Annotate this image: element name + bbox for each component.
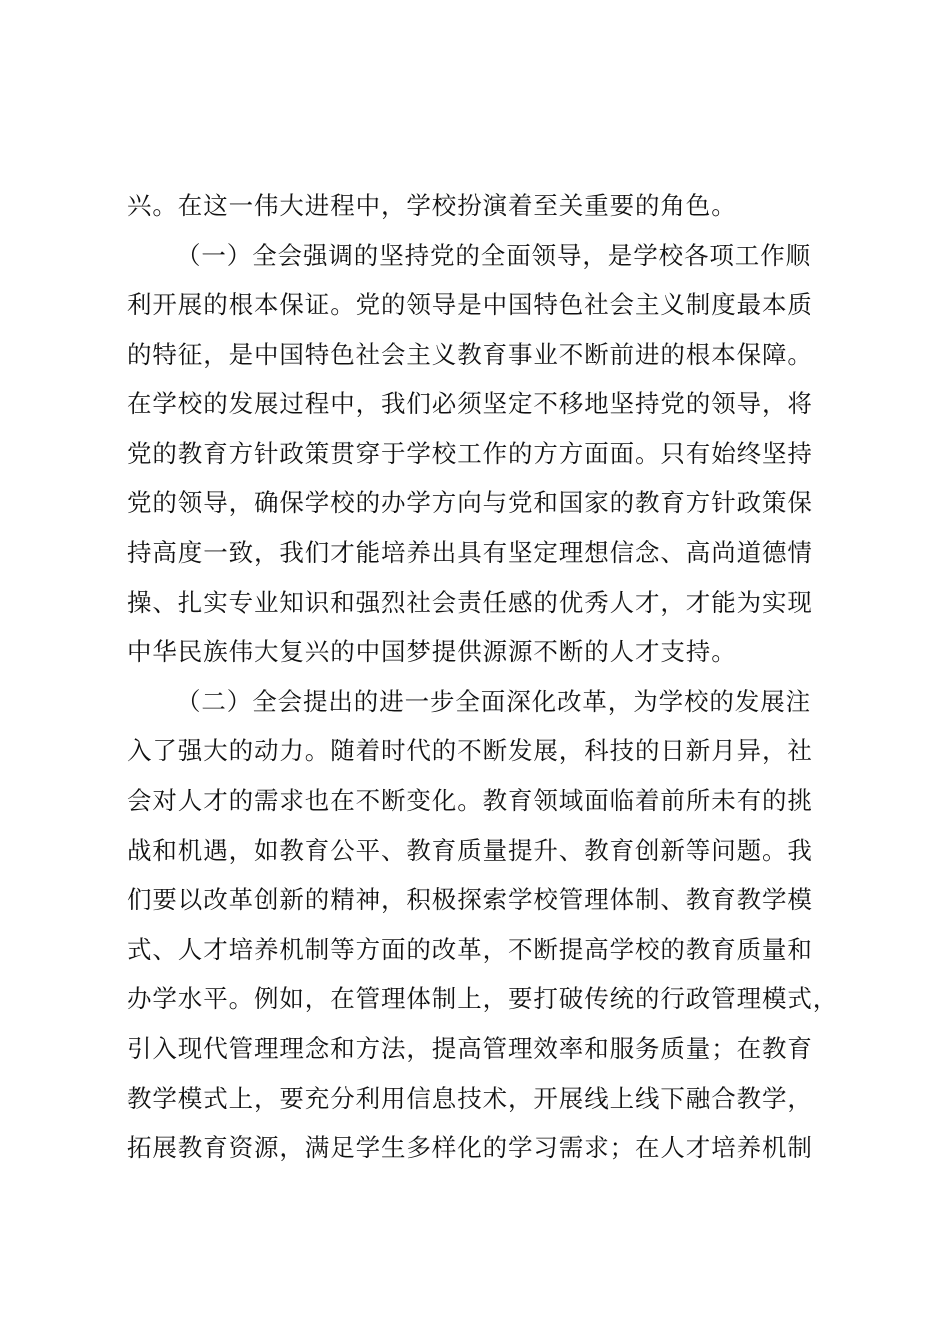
text-line: 中华民族伟大复兴的中国梦提供源源不断的人才支持。 — [127, 637, 737, 666]
text-line: 操、扎实专业知识和强烈社会责任感的优秀人才，才能为实现 — [127, 588, 813, 617]
text-line: 在学校的发展过程中，我们必须坚定不移地坚持党的领导，将 — [127, 389, 813, 418]
paragraph-heading-line: （一）全会强调的坚持党的全面领导，是学校各项工作顺 — [176, 241, 811, 270]
text-line: 办学水平。例如，在管理体制上，要打破传统的行政管理模式， — [127, 984, 839, 1013]
text-line: 拓展教育资源，满足学生多样化的学习需求；在人才培养机制 — [127, 1133, 813, 1162]
text-line: 们要以改革创新的精神，积极探索学校管理体制、教育教学模 — [127, 885, 813, 914]
text-line: 教学模式上，要充分利用信息技术，开展线上线下融合教学， — [127, 1084, 813, 1113]
text-line: 党的领导，确保学校的办学方向与党和国家的教育方针政策保 — [127, 488, 813, 517]
text-line: 战和机遇，如教育公平、教育质量提升、教育创新等问题。我 — [127, 836, 813, 865]
text-line: 会对人才的需求也在不断变化。教育领域面临着前所未有的挑 — [127, 786, 813, 815]
text-line: 引入现代管理理念和方法，提高管理效率和服务质量；在教育 — [127, 1034, 813, 1063]
text-line: 兴。在这一伟大进程中，学校扮演着至关重要的角色。 — [127, 191, 737, 220]
text-line: 持高度一致，我们才能培养出具有坚定理想信念、高尚道德情 — [127, 538, 813, 567]
paragraph-heading-line: （二）全会提出的进一步全面深化改革，为学校的发展注 — [176, 687, 811, 716]
text-line: 式、人才培养机制等方面的改革，不断提高学校的教育质量和 — [127, 935, 813, 964]
text-line: 利开展的根本保证。党的领导是中国特色社会主义制度最本质 — [127, 290, 813, 319]
text-line: 的特征，是中国特色社会主义教育事业不断前进的根本保障。 — [127, 340, 813, 369]
text-line: 党的教育方针政策贯穿于学校工作的方方面面。只有始终坚持 — [127, 439, 813, 468]
text-line: 入了强大的动力。随着时代的不断发展，科技的日新月异，社 — [127, 736, 813, 765]
